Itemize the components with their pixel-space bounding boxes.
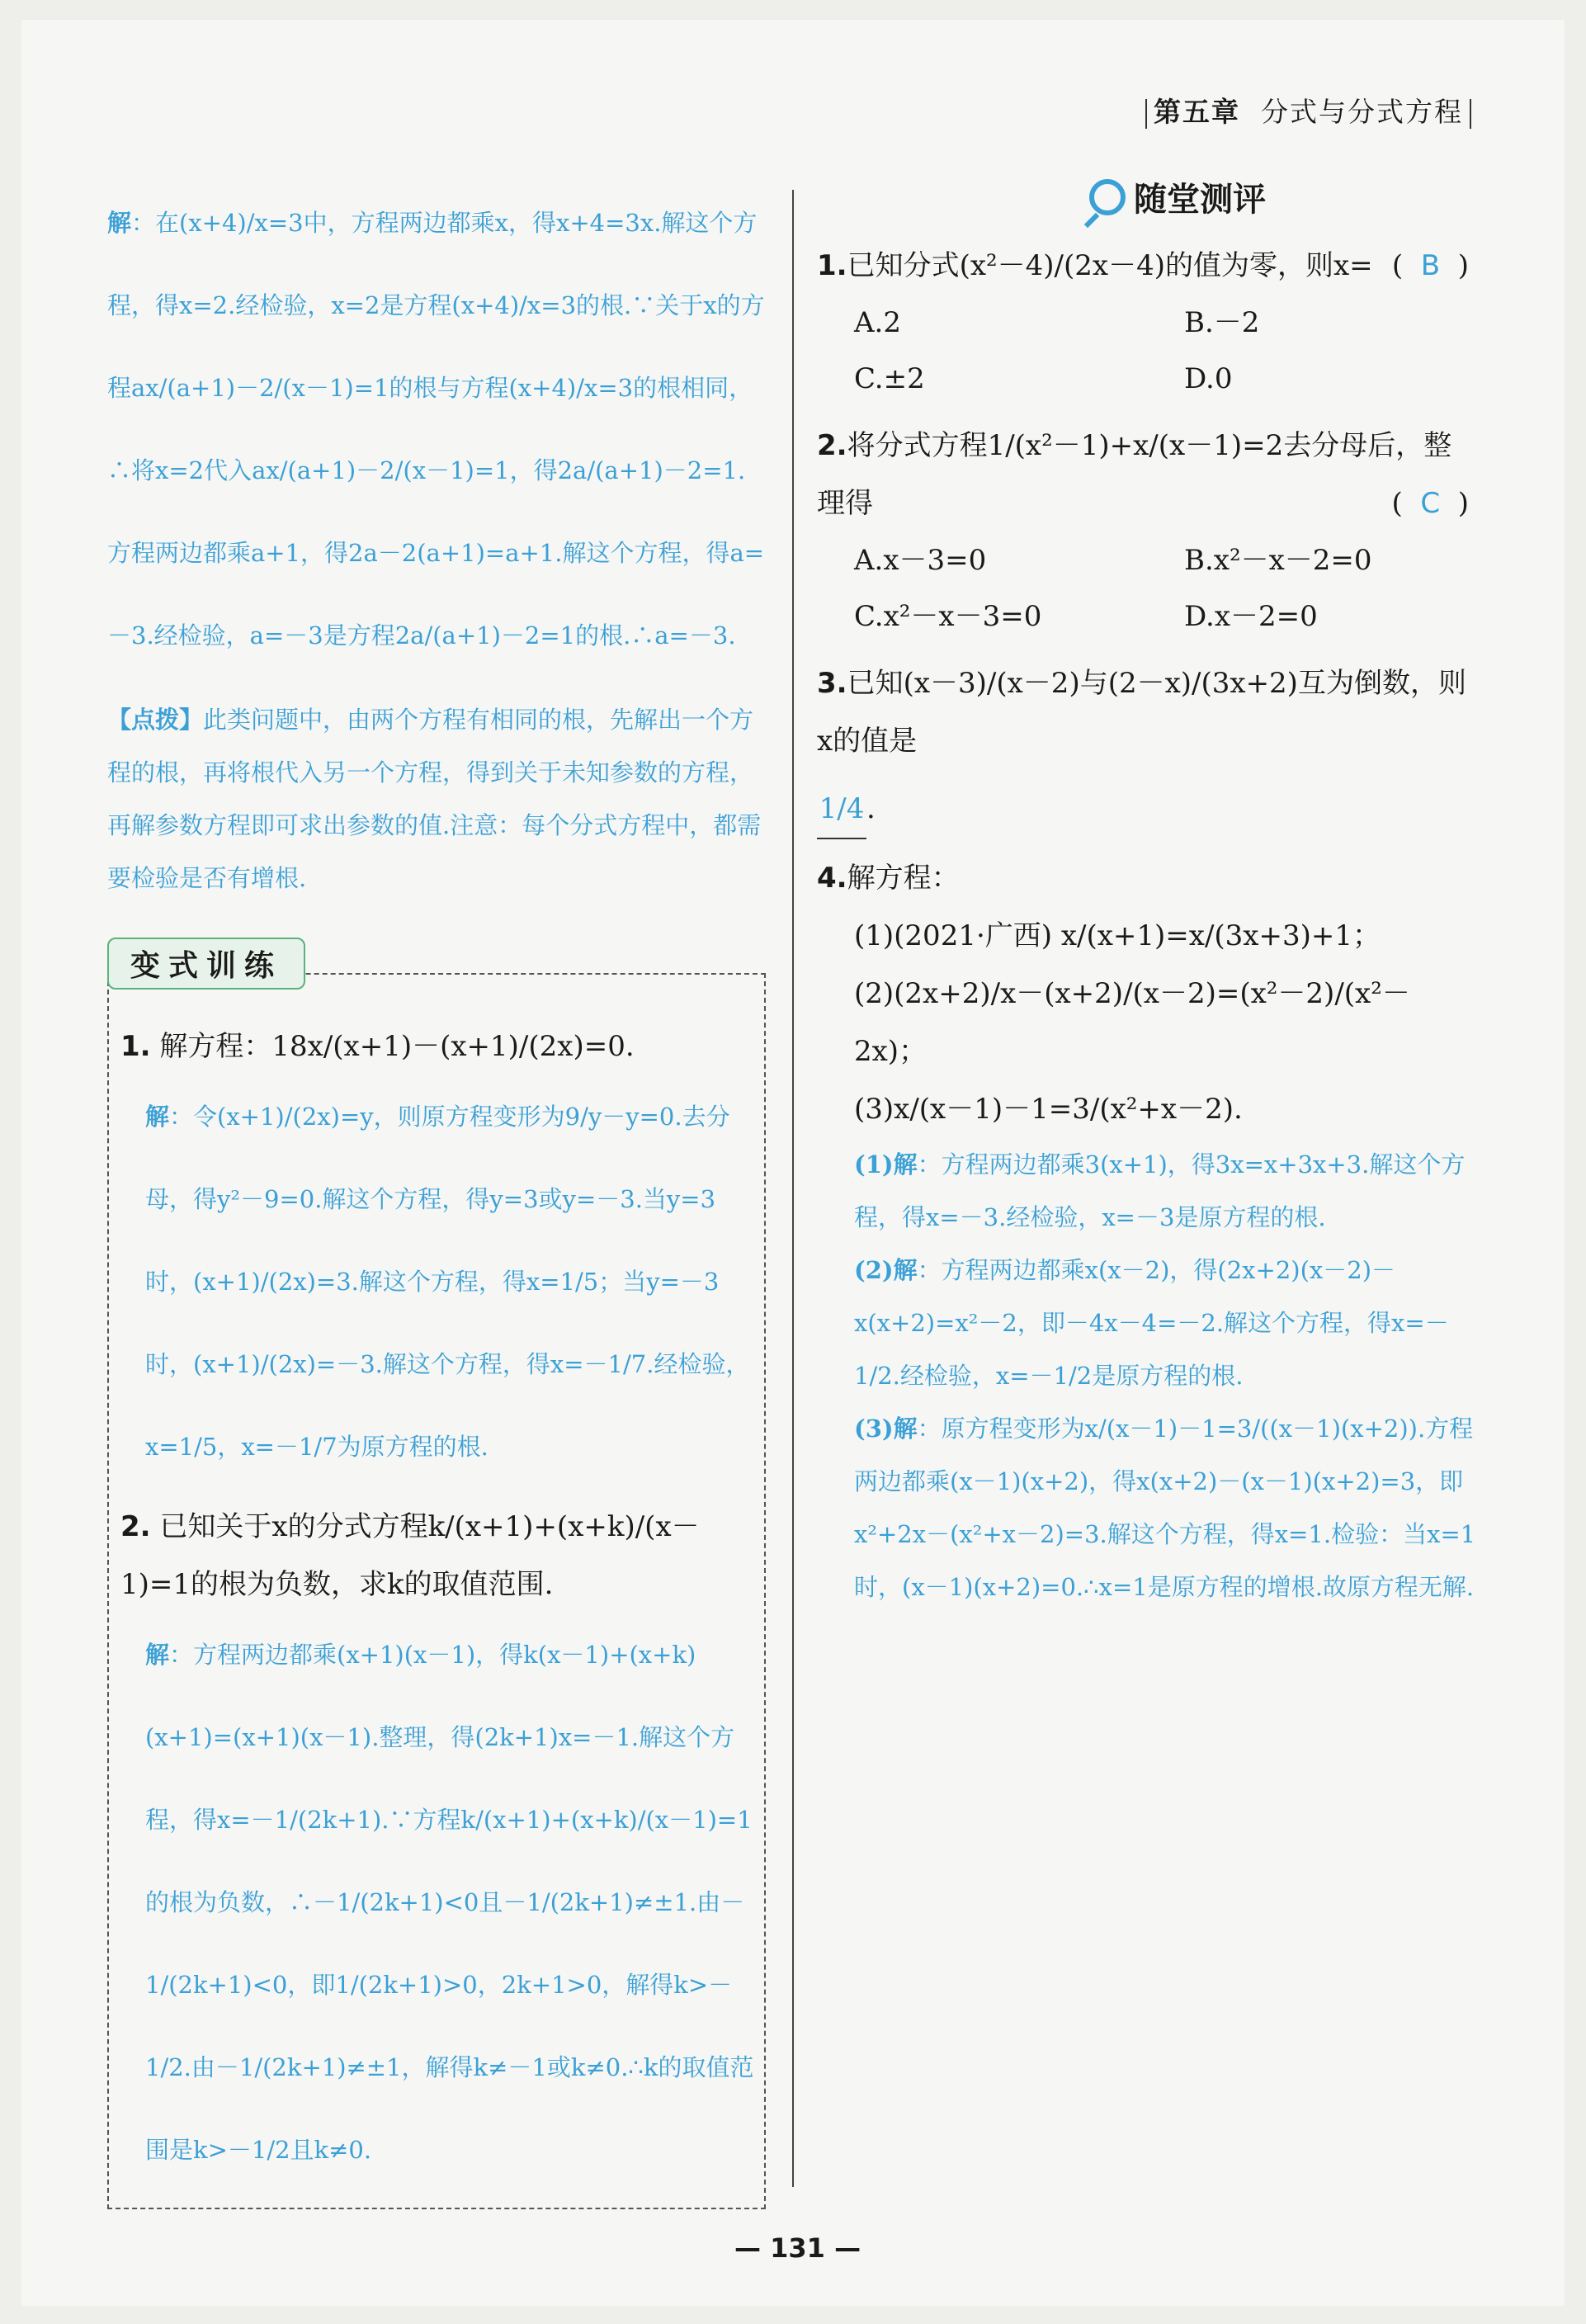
q2-number: 2. (120, 1510, 151, 1543)
variant-q1-solution (120, 1075, 756, 1488)
tip-text: 此类问题中，由两个方程有相同的根，先解出一个方程的根，再将根代入另一个方程，得到关于未知参数的方程，再解参数方程即可求出参数的值.注意：每个分式方程中，都需要检验是否有增根. (107, 706, 762, 892)
option-b: B.－2 (1184, 306, 1260, 339)
variant-q2 (120, 1498, 756, 1613)
quiz-q4-sub2: (2)(2x+2)/x－(x+2)/(x－2)=(x²－2)/(x²－2x)； (854, 977, 1410, 1068)
q2-sol-label: 解 (145, 1641, 170, 1669)
quiz-q1-answer: ( B ) (1391, 249, 1469, 282)
quiz-q2-options (817, 532, 1477, 645)
column-divider (792, 190, 794, 2187)
q2-text: 已知关于x的分式方程k/(x+1)+(x+k)/(x－1)=1的根为负数，求k的取值范围. (120, 1510, 700, 1601)
q1-number: 1. (120, 1030, 151, 1063)
section-title (1089, 173, 1477, 220)
quiz-q4-sol1 (817, 1138, 1477, 1244)
quiz-q2-text: 将分式方程1/(x²－1)+x/(x－1)=2去分母后，整理得 (817, 429, 1452, 520)
option-d: D.0 (1184, 362, 1233, 395)
tip-label: 【点拨】 (107, 706, 204, 734)
q1-sol-text: ：令(x+1)/(2x)=y，则原方程变形为9/y－y=0.去分母，得y²－9=0.解这个方程，得y=3或y=－3.当y=3时，(x+1)/(2x)=3.解这个方程，得x=1/5；当y=－3时，(x+1)/(2x)=－3.解这个方程，得x=－1/7.经检验，x=1/5，x=－1/7为原方程的根. (145, 1103, 750, 1461)
variant-box (107, 973, 766, 2209)
quiz-q2-answer: ( C ) (1391, 487, 1469, 520)
option-a: A.x－3=0 (854, 544, 987, 577)
q1-text: 解方程：18x/(x+1)－(x+1)/(2x)=0. (159, 1030, 635, 1063)
sol2-text: ：方程两边都乘x(x－2)，得(2x+2)(x－2)－x(x+2)=x²－2，即－4x－4=－2.解这个方程，得x=－1/2.经检验，x=－1/2是原方程的根. (854, 1256, 1449, 1390)
solution-block (107, 182, 767, 677)
quiz-q4-sol2 (817, 1244, 1477, 1402)
tip-block (107, 693, 767, 905)
chapter-header (1139, 91, 1478, 130)
sol1-label: (1)解 (854, 1150, 918, 1179)
solution-label: 解 (107, 209, 132, 237)
sol1-text: ：方程两边都乘3(x+1)，得3x=x+3x+3.解这个方程，得x=－3.经检验，x=－3是原方程的根. (854, 1150, 1466, 1231)
quiz-q1-answer-letter: B (1420, 249, 1441, 282)
quiz-q3-number: 3. (817, 667, 847, 700)
option-b: B.x²－x－2=0 (1184, 544, 1372, 577)
chapter-title: 分式与分式方程 (1260, 96, 1463, 128)
sol3-label: (3)解 (854, 1415, 918, 1443)
left-column (107, 182, 767, 2209)
chapter-number: 第五章 (1154, 96, 1240, 128)
quiz-q2 (817, 417, 1477, 532)
sol3-text: ：原方程变形为x/(x－1)－1=3/((x－1)(x+2)).方程两边都乘(x－1)(x+2)，得x(x+2)－(x－1)(x+2)=3，即x²+2x－(x²+x－2)=3.解这个方程，得x=1.检验：当x=1时，(x－1)(x+2)=0.∴x=1是原方程的增根.故原方程无解. (854, 1415, 1476, 1601)
sol2-label: (2)解 (854, 1256, 918, 1284)
variant-q2-solution (120, 1613, 756, 2191)
variant-q1 (120, 1018, 756, 1075)
section-title-text: 随堂测评 (1134, 181, 1266, 219)
q2-sol-text: ：方程两边都乘(x+1)(x－1)，得k(x－1)+(x+k)(x+1)=(x+1)(x－1).整理，得(2k+1)x=－1.解这个方程，得x=－1/(2k+1).∵方程k/(x+1)+(x+k)/(x－1)=1的根为负数，∴－1/(2k+1)<0且－1/(2k+1)≠±1.由－1/(2k+1)<0，即1/(2k+1)>0，2k+1>0，解得k>－1/2.由－1/(2k+1)≠±1，解得k≠－1或k≠0.∴k的取值范围是k>－1/2且k≠0. (145, 1641, 754, 2164)
quiz-q4 (817, 849, 1477, 907)
quiz-q4-sub3: (3)x/(x－1)－1=3/(x²+x－2). (854, 1093, 1243, 1126)
quiz-q4-number: 4. (817, 862, 847, 895)
solution-text: ：在(x+4)/x=3中，方程两边都乘x，得x+4=3x.解这个方程，得x=2.经检验，x=2是方程(x+4)/x=3的根.∵关于x的方程ax/(a+1)－2/(x－1)=1的根与方程(x+4)/x=3的根相同，∴将x=2代入ax/(a+1)－2/(x－1)=1，得2a/(a+1)－2=1.方程两边都乘a+1，得2a－2(a+1)=a+1.解这个方程，得a=－3.经检验，a=－3是方程2a/(a+1)－2=1的根.∴a=－3. (107, 209, 765, 649)
quiz-q3-answer: 1/4 (817, 780, 866, 839)
quiz-q3 (817, 654, 1477, 770)
quiz-q1-options (817, 295, 1477, 407)
right-column (817, 173, 1477, 1613)
option-a: A.2 (854, 306, 901, 339)
quiz-q1 (817, 237, 1477, 295)
quiz-q1-number: 1. (817, 249, 847, 282)
quiz-q3-text: 已知(x－3)/(x－2)与(2－x)/(3x+2)互为倒数，则x的值是 (817, 667, 1466, 758)
option-c: C.±2 (854, 362, 925, 395)
quiz-q4-sub1: (1)(2021·广西) x/(x+1)=x/(3x+3)+1； (854, 919, 1381, 952)
quiz-q2-answer-letter: C (1420, 487, 1441, 520)
quiz-q3-answer-line: 1/4. (817, 780, 1477, 839)
quiz-q4-text: 解方程： (847, 862, 960, 895)
option-c: C.x²－x－3=0 (854, 600, 1042, 633)
q1-sol-label: 解 (145, 1103, 170, 1131)
option-d: D.x－2=0 (1184, 600, 1318, 633)
magnifier-icon (1089, 179, 1126, 215)
variant-title: 变式训练 (107, 938, 305, 990)
quiz-q1-text: 已知分式(x²－4)/(2x－4)的值为零，则x= (847, 249, 1373, 282)
quiz-q2-number: 2. (817, 429, 847, 462)
quiz-q4-sol3 (817, 1402, 1477, 1613)
page-number: — 131 — (734, 2232, 861, 2264)
